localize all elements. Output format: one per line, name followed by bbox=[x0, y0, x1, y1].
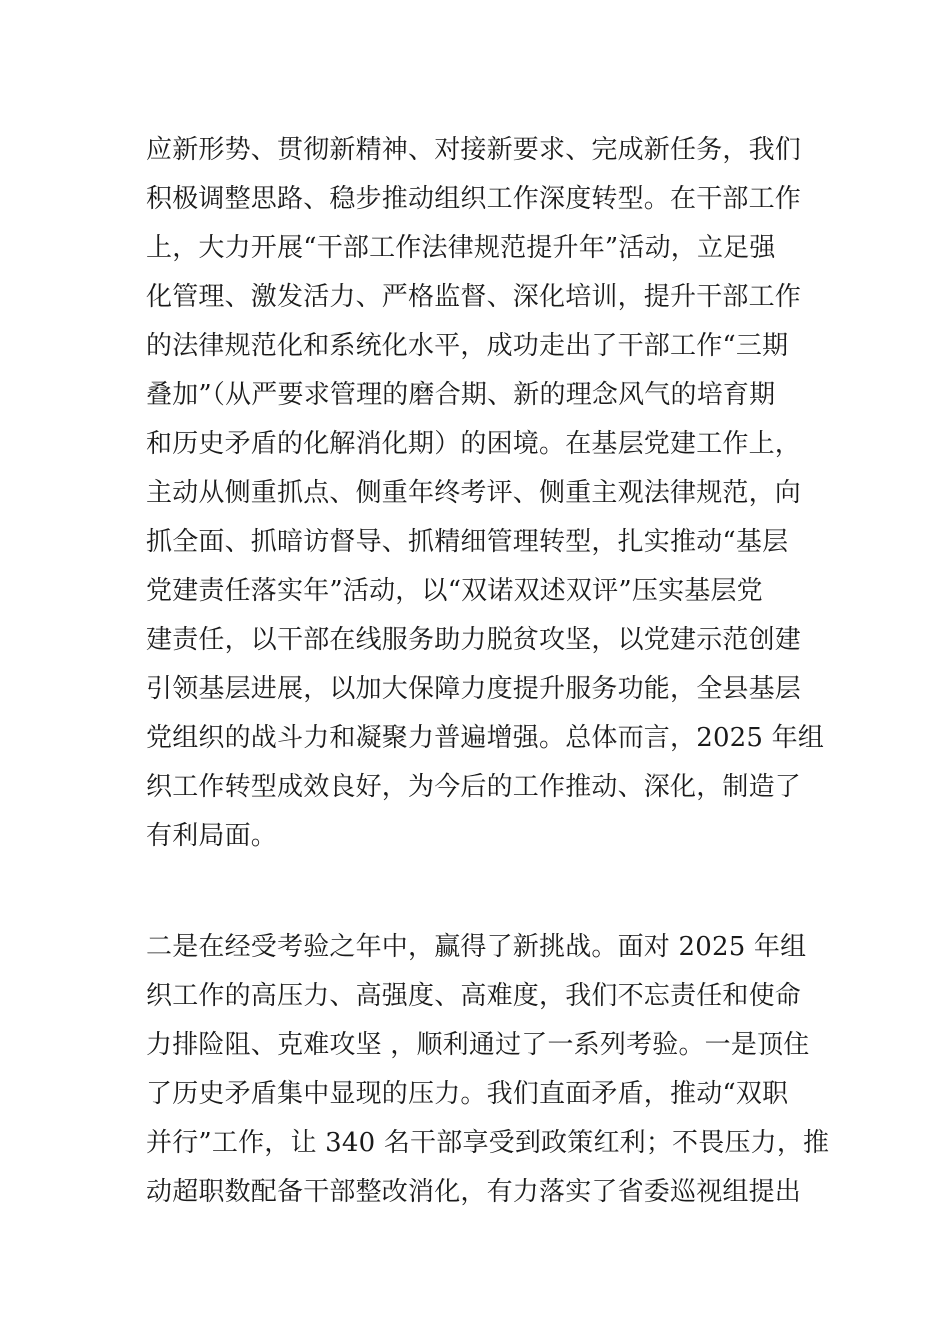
text-line: 引领基层进展，以加大保障力度提升服务功能，全县基层 bbox=[146, 674, 802, 704]
text-line: 叠加”（从严要求管理的磨合期、新的理念风气的培育期 bbox=[146, 380, 776, 410]
text-line: 积极调整思路、稳步推动组织工作深度转型。在干部工作 bbox=[146, 184, 802, 214]
text-line: 并行”工作，让 340 名干部享受到政策红利；不畏压力，推 bbox=[146, 1128, 830, 1158]
text-line: 了历史矛盾集中显现的压力。我们直面矛盾，推动“双职 bbox=[146, 1079, 789, 1109]
text-line: 二是在经受考验之年中，赢得了新挑战。面对 2025 年组 bbox=[146, 932, 807, 962]
text-line: 党组织的战斗力和凝聚力普遍增强。总体而言，2025 年组 bbox=[146, 723, 825, 753]
text-line: 主动从侧重抓点、侧重年终考评、侧重主观法律规范，向 bbox=[146, 478, 802, 508]
text-line: 建责任，以干部在线服务助力脱贫攻坚，以党建示范创建 bbox=[146, 625, 802, 655]
text-line: 有利局面。 bbox=[146, 821, 278, 851]
text-line: 力排险阻、克难攻坚 ，顺利通过了一系列考验。一是顶住 bbox=[146, 1030, 810, 1060]
text-line: 党建责任落实年”活动，以“双诺双述双评”压实基层党 bbox=[146, 576, 763, 606]
text-line: 应新形势、贯彻新精神、对接新要求、完成新任务，我们 bbox=[146, 135, 802, 165]
text-line: 抓全面、抓暗访督导、抓精细管理转型，扎实推动“基层 bbox=[146, 527, 789, 557]
text-line: 上，大力开展“干部工作法律规范提升年”活动，立足强 bbox=[146, 233, 776, 263]
text-line: 化管理、激发活力、严格监督、深化培训，提升干部工作 bbox=[146, 282, 802, 312]
text-line: 织工作的高压力、高强度、高难度，我们不忘责任和使命 bbox=[146, 981, 802, 1011]
text-line: 织工作转型成效良好，为今后的工作推动、深化，制造了 bbox=[146, 772, 802, 802]
text-line: 动超职数配备干部整改消化，有力落实了省委巡视组提出 bbox=[146, 1177, 802, 1207]
text-line: 的法律规范化和系统化水平，成功走出了干部工作“三期 bbox=[146, 331, 789, 361]
text-line: 和历史矛盾的化解消化期）的困境。在基层党建工作上， bbox=[146, 429, 802, 459]
